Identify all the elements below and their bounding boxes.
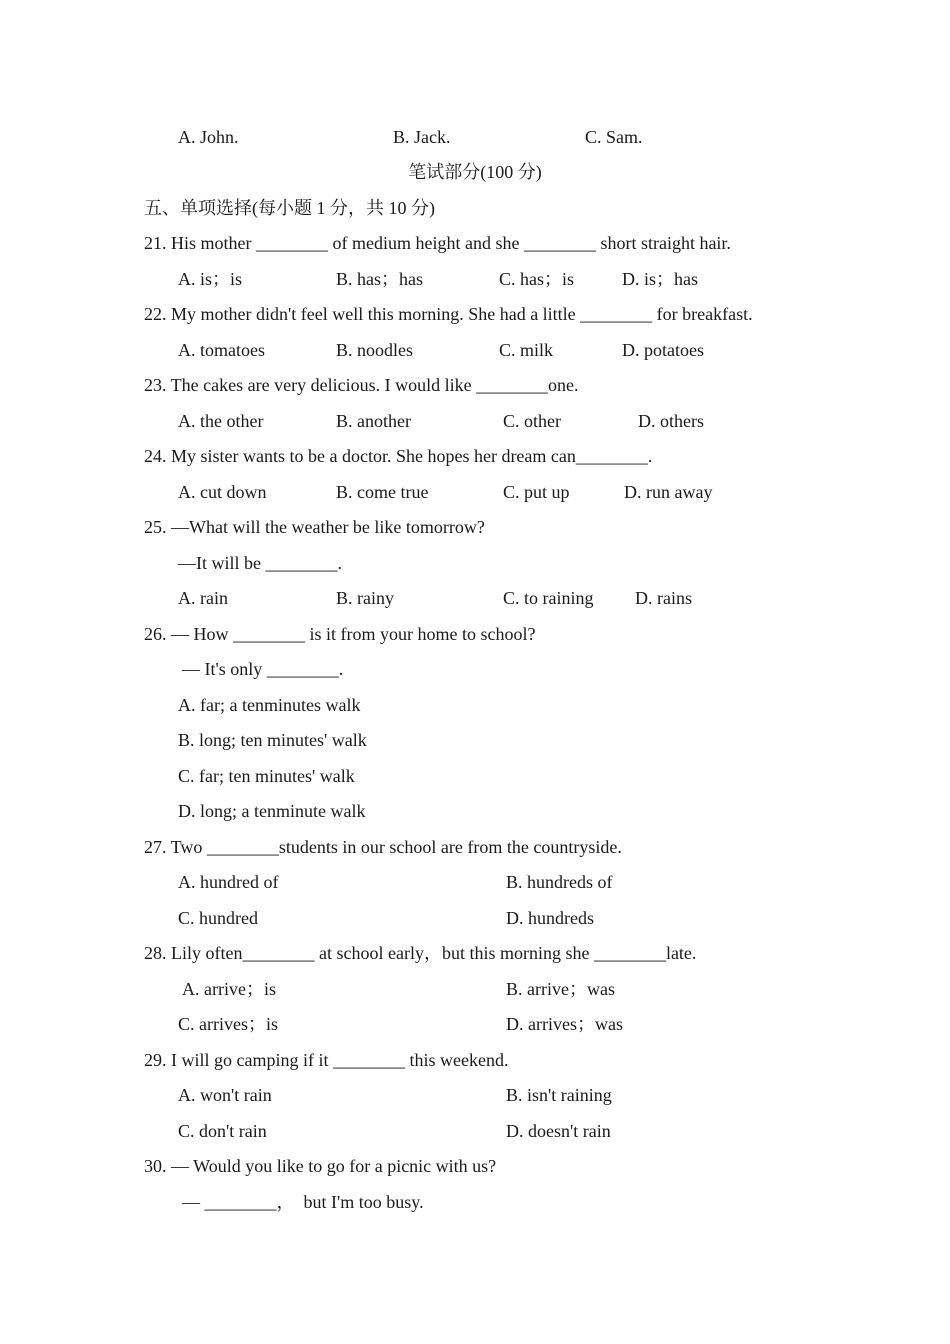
q26-option-b: B. long; ten minutes' walk	[178, 730, 367, 750]
q21-option-a: A. is；is	[178, 269, 243, 289]
question-26-reply: — It's only ________.	[182, 659, 344, 679]
question-23-stem: 23. The cakes are very delicious. I would like ________one.	[144, 375, 579, 395]
top-option-b: B. Jack.	[393, 127, 451, 147]
q26-option-c: C. far; ten minutes' walk	[178, 766, 355, 786]
q22-option-a: A. tomatoes	[178, 340, 265, 360]
question-22-stem: 22. My mother didn't feel well this morning. She had a little ________ for breakfast.	[144, 304, 753, 324]
q25-option-d: D. rains	[635, 588, 692, 608]
q22-option-c: C. milk	[499, 340, 554, 360]
q23-option-a: A. the other	[178, 411, 264, 431]
part-title: 笔试部分(100 分)	[408, 162, 542, 182]
q23-option-c: C. other	[503, 411, 561, 431]
q24-option-b: B. come true	[336, 482, 429, 502]
q21-option-d: D. is；has	[622, 269, 698, 289]
q27-option-d: D. hundreds	[506, 908, 594, 928]
section-title: 五、单项选择(每小题 1 分，共 10 分)	[144, 198, 435, 218]
q29-option-c: C. don't rain	[178, 1121, 267, 1141]
question-29-stem: 29. I will go camping if it ________ this weekend.	[144, 1050, 509, 1070]
question-30-stem: 30. — Would you like to go for a picnic with us?	[144, 1156, 497, 1176]
q21-option-c: C. has；is	[499, 269, 575, 289]
question-30-reply: — ________， but I'm too busy.	[182, 1192, 424, 1212]
q26-option-a: A. far; a tenminutes walk	[178, 695, 361, 715]
question-28-stem: 28. Lily often________ at school early，but this morning she ________late.	[144, 943, 697, 963]
top-option-c: C. Sam.	[585, 127, 643, 147]
q22-option-d: D. potatoes	[622, 340, 704, 360]
question-21-stem: 21. His mother ________ of medium height and she ________ short straight hair.	[144, 233, 731, 253]
q29-option-d: D. doesn't rain	[506, 1121, 611, 1141]
q22-option-b: B. noodles	[336, 340, 414, 360]
q27-option-b: B. hundreds of	[506, 872, 613, 892]
question-24-stem: 24. My sister wants to be a doctor. She hopes her dream can________.	[144, 446, 653, 466]
q28-option-b: B. arrive；was	[506, 979, 615, 999]
q27-option-c: C. hundred	[178, 908, 258, 928]
q25-option-c: C. to raining	[503, 588, 594, 608]
q29-option-b: B. isn't raining	[506, 1085, 612, 1105]
q28-option-a: A. arrive；is	[182, 979, 276, 999]
q24-option-d: D. run away	[624, 482, 713, 502]
q28-option-d: D. arrives；was	[506, 1014, 623, 1034]
question-25-reply: —It will be ________.	[178, 553, 342, 573]
top-option-a: A. John.	[178, 127, 239, 147]
q25-option-a: A. rain	[178, 588, 228, 608]
question-27-stem: 27. Two ________students in our school are from the countryside.	[144, 837, 622, 857]
q29-option-a: A. won't rain	[178, 1085, 272, 1105]
q26-option-d: D. long; a tenminute walk	[178, 801, 366, 821]
q23-option-d: D. others	[638, 411, 704, 431]
q21-option-b: B. has；has	[336, 269, 423, 289]
q23-option-b: B. another	[336, 411, 411, 431]
q25-option-b: B. rainy	[336, 588, 394, 608]
q24-option-c: C. put up	[503, 482, 570, 502]
q27-option-a: A. hundred of	[178, 872, 279, 892]
q24-option-a: A. cut down	[178, 482, 267, 502]
q28-option-c: C. arrives；is	[178, 1014, 278, 1034]
question-25-stem: 25. —What will the weather be like tomorrow?	[144, 517, 485, 537]
question-26-stem: 26. — How ________ is it from your home to school?	[144, 624, 536, 644]
